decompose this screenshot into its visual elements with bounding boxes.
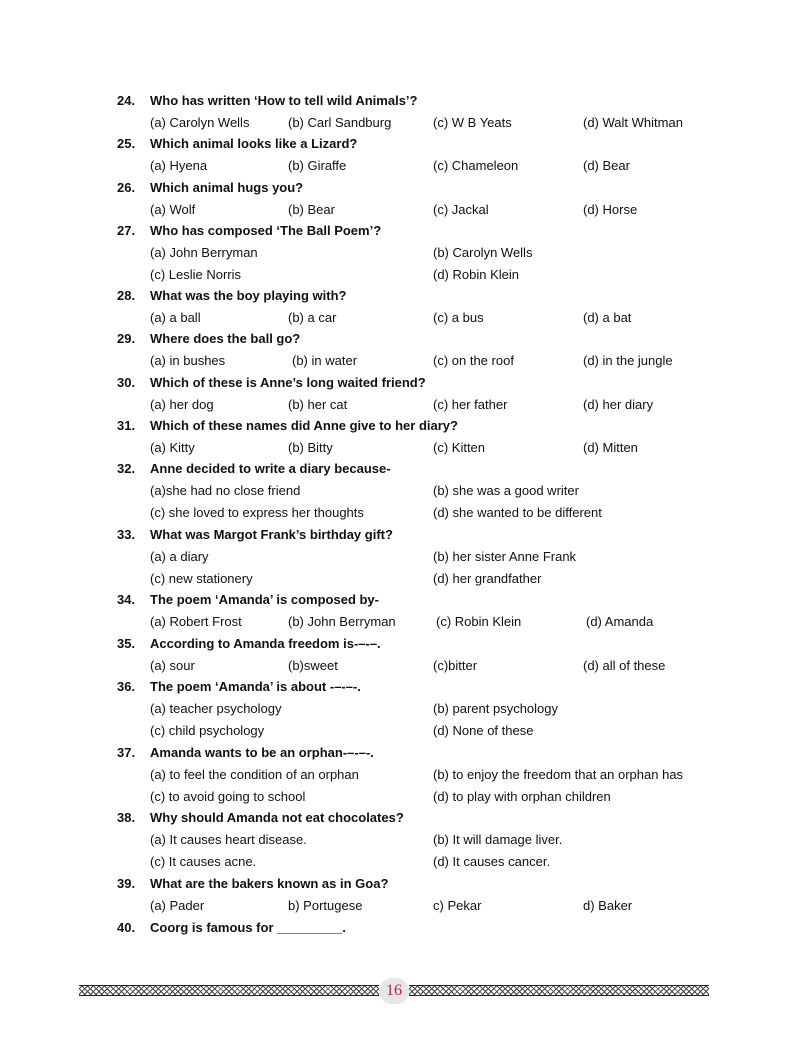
question-text: Who has composed ‘The Ball Poem’? — [150, 223, 382, 238]
question-text: Who has written ‘How to tell wild Animals’? — [150, 93, 418, 108]
answer-option: (d) Mitten — [583, 440, 638, 455]
answer-option: (b) her sister Anne Frank — [433, 549, 577, 564]
answer-option: (c) Jackal — [433, 202, 489, 217]
question-text: Coorg is famous for _________. — [150, 920, 346, 935]
answer-option: (c) new stationery — [150, 571, 253, 586]
question-number: 39. — [117, 876, 136, 891]
answer-option: (d) she wanted to be different — [433, 505, 602, 520]
answer-option: (a) her dog — [150, 397, 214, 412]
answer-option: (b) her cat — [288, 397, 348, 412]
answer-option: (c) a bus — [433, 310, 484, 325]
answer-option: (c) Chameleon — [433, 158, 519, 173]
answer-option: (a) Hyena — [150, 158, 208, 173]
question-text: Which animal hugs you? — [150, 180, 304, 195]
answer-option: (b) John Berryman — [288, 614, 396, 629]
answer-option: (c) Leslie Norris — [150, 267, 242, 282]
answer-option: (d) a bat — [583, 310, 632, 325]
question-number: 24. — [117, 93, 136, 108]
answer-option: (a) Kitty — [150, 440, 195, 455]
answer-option: (b) she was a good writer — [433, 483, 579, 498]
question-text: What was Margot Frank’s birthday gift? — [150, 527, 393, 542]
answer-option: (b) parent psychology — [433, 701, 559, 716]
question-number: 32. — [117, 461, 136, 476]
question-number: 29. — [117, 331, 136, 346]
answer-option: (d) It causes cancer. — [433, 854, 551, 869]
question-text: Which of these names did Anne give to her diary? — [150, 418, 458, 433]
answer-option: (d) Amanda — [586, 614, 654, 629]
answer-option: b) Portugese — [288, 898, 363, 913]
decorative-border-right — [409, 985, 709, 996]
answer-option: (c) Robin Klein — [436, 614, 522, 629]
question-number: 37. — [117, 745, 136, 760]
answer-option: (d) her grandfather — [433, 571, 542, 586]
question-number: 36. — [117, 679, 136, 694]
answer-option: (b) to enjoy the freedom that an orphan has — [433, 767, 684, 782]
question-text: Why should Amanda not eat chocolates? — [150, 810, 404, 825]
answer-option: (b) It will damage liver. — [433, 832, 563, 847]
answer-option: (a) teacher psychology — [150, 701, 282, 716]
answer-option: (d) in the jungle — [583, 353, 673, 368]
answer-option: (d) her diary — [583, 397, 654, 412]
answer-option: (a)she had no close friend — [150, 483, 301, 498]
answer-option: (d) to play with orphan children — [433, 789, 611, 804]
question-text: Which animal looks like a Lizard? — [150, 136, 358, 151]
answer-option: (a) Wolf — [150, 202, 196, 217]
answer-option: (b) in water — [292, 353, 358, 368]
answer-option: (a) Pader — [150, 898, 205, 913]
question-text: The poem ‘Amanda’ is about -–-–-. — [150, 679, 361, 694]
answer-option: (a) sour — [150, 658, 195, 673]
answer-option: (c) It causes acne. — [150, 854, 257, 869]
question-text: According to Amanda freedom is-–-–. — [150, 636, 381, 651]
answer-option: (a) Robert Frost — [150, 614, 242, 629]
answer-option: (b) Carl Sandburg — [288, 115, 392, 130]
answer-option: (a) It causes heart disease. — [150, 832, 307, 847]
page-number: 16 — [379, 978, 409, 1004]
answer-option: (a) to feel the condition of an orphan — [150, 767, 359, 782]
answer-option: (a) a diary — [150, 549, 209, 564]
question-number: 26. — [117, 180, 136, 195]
answer-option: (d) Bear — [583, 158, 630, 173]
question-text: What was the boy playing with? — [150, 288, 347, 303]
answer-option: (d) Walt Whitman — [583, 115, 683, 130]
answer-option: (a) in bushes — [150, 353, 226, 368]
question-text: Which of these is Anne’s long waited friend? — [150, 375, 426, 390]
answer-option: (d) None of these — [433, 723, 534, 738]
answer-option: (c) on the roof — [433, 353, 514, 368]
answer-option: (c)bitter — [433, 658, 478, 673]
question-number: 25. — [117, 136, 136, 151]
answer-option: (c) Kitten — [433, 440, 486, 455]
answer-option: (a) Carolyn Wells — [150, 115, 250, 130]
question-number: 33. — [117, 527, 136, 542]
answer-option: (b) Bitty — [288, 440, 333, 455]
answer-option: d) Baker — [583, 898, 633, 913]
answer-option: (c) W B Yeats — [433, 115, 512, 130]
question-number: 34. — [117, 592, 136, 607]
question-number: 38. — [117, 810, 136, 825]
answer-option: (c) she loved to express her thoughts — [150, 505, 364, 520]
question-number: 27. — [117, 223, 136, 238]
answer-option: (a) John Berryman — [150, 245, 258, 260]
answer-option: (d) Horse — [583, 202, 638, 217]
answer-option: (d) Robin Klein — [433, 267, 519, 282]
question-text: Where does the ball go? — [150, 331, 301, 346]
answer-option: (c) to avoid going to school — [150, 789, 306, 804]
answer-option: (b) Bear — [288, 202, 335, 217]
answer-option: (b)sweet — [288, 658, 338, 673]
question-text: Amanda wants to be an orphan-–-–-. — [150, 745, 374, 760]
answer-option: (b) Giraffe — [288, 158, 347, 173]
answer-option: c) Pekar — [433, 898, 482, 913]
decorative-border-left — [79, 985, 379, 996]
question-number: 31. — [117, 418, 136, 433]
question-text: The poem ‘Amanda’ is composed by- — [150, 592, 379, 607]
answer-option: (b) a car — [288, 310, 337, 325]
question-number: 28. — [117, 288, 136, 303]
question-text: Anne decided to write a diary because- — [150, 461, 391, 476]
question-number: 40. — [117, 920, 136, 935]
question-text: What are the bakers known as in Goa? — [150, 876, 389, 891]
question-number: 35. — [117, 636, 136, 651]
question-number: 30. — [117, 375, 136, 390]
answer-option: (a) a ball — [150, 310, 201, 325]
answer-option: (c) child psychology — [150, 723, 265, 738]
answer-option: (d) all of these — [583, 658, 666, 673]
answer-option: (c) her father — [433, 397, 508, 412]
page-footer — [79, 982, 709, 999]
answer-option: (b) Carolyn Wells — [433, 245, 533, 260]
